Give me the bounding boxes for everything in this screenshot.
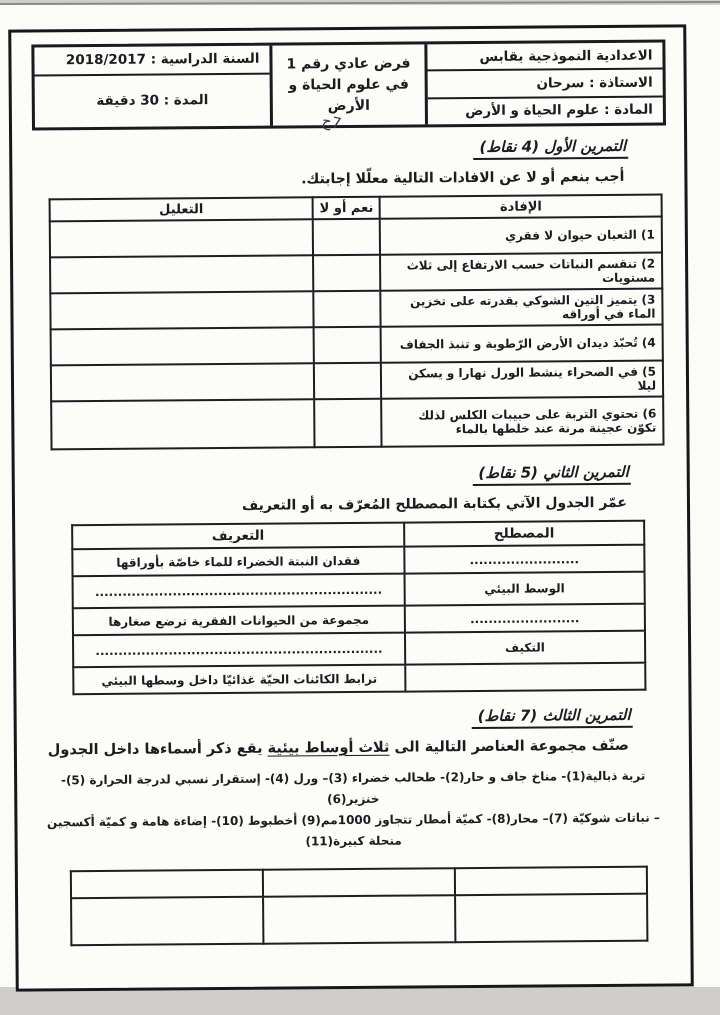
exercise1-instruction: أجب بنعم أو لا عن الافادات التالية معلّلا إجابتك. [301,168,625,188]
school-name: الاعدادية النموذجية بقابس [479,47,653,65]
table-row [51,397,663,450]
exercise3-title-wrap [31,705,633,733]
definition-cell: فقدان النبتة الخضراء للماء خاصّة بأوراقها [72,547,404,577]
definition-header: التعريف [72,523,404,550]
statement-cell: 3) يتميز التين الشوكي بقدرته على تخزين الماء في أوراقه [381,289,663,327]
statement-cell: 4) تُحبّذ ديدان الأرض الرّطوبة و تنبذ الجفاف [381,325,663,363]
environment-items-cell [455,894,647,943]
table-row [73,572,645,608]
yes-no-cell [314,399,382,448]
term-cell: التكيف [405,631,645,665]
page-border-frame [8,24,694,991]
definition-cell: ترابط الكائنات الحيّة غذائيّا داخل وسطها البيئي [73,665,405,695]
term-cell: ........................ [405,604,645,633]
justification-cell [51,327,314,365]
exam-header-table [31,40,666,131]
yes-no-cell [313,219,381,256]
header-year-column [34,46,273,128]
justification-cell [50,255,313,293]
exam-title-line2: في علوم الحياة و الأرض [288,76,409,114]
header-exam-title-cell [272,44,425,133]
environment-items-cell [71,897,263,946]
definition-cell: ............................................................... [73,633,405,668]
statement-cell: 5) في الصحراء ينشط الورل نهارا و يسكن ليلا [381,361,663,399]
yes-no-cell [313,291,381,328]
exercise3-instruction [41,738,629,759]
exercise2-instruction: عمّر الجدول الآتي بكتابة المصطلح المُعرّف به أو التعريف [241,494,628,514]
exam-title-line1: فرض عادي رقم 1 [286,55,411,72]
exercise2-title-wrap [29,462,631,490]
term-cell [405,663,645,692]
term-cell: الوسط البيئي [404,572,644,606]
classification-body-row [71,894,647,946]
items-line-1: تربة ذبالية(1)- مناخ جاف و حار(2)- طحالب خضراء (3)– ورل (4)- إستقرار نسبي لدرجة الحرارة (5)- خنزير(6) [60,768,646,807]
terms-table [71,520,646,696]
table-row [73,663,645,694]
yes-no-cell [314,327,382,364]
table-row [51,325,663,366]
table-row [50,253,662,294]
statement-header: الإفادة [380,195,662,219]
justification-cell [51,399,315,449]
term-cell: ........................ [404,545,644,574]
exam-duration: المدة : 30 دقيقة [96,92,209,110]
table-row [50,289,662,330]
exercise3-instruction-underlined: ثلاث أوساط بيئية [267,739,390,757]
definition-cell: ............................................................... [73,574,405,609]
yes-no-cell [314,363,382,400]
header-school-column [424,43,663,125]
teacher-name: الاستاذة : سرحان [428,68,663,97]
justification-cell [51,363,314,401]
yes-no-cell [313,255,381,292]
statement-cell: 6) تحتوي التربة على حبيبات الكلس لذلك تكوّن عجينة مرنة عند خلطها بالماء [382,397,664,447]
justification-cell [50,219,313,257]
exercise1-title: التمرين الأول (4 نقاط) [473,137,628,160]
statement-cell: 1) الثعبان حيوان لا فقري [380,217,662,255]
exercise1-title-wrap [26,136,628,164]
page-content [11,27,690,988]
environment-name-cell [71,870,263,899]
exercise3-title: التمرين الثالث (7 نقاط) [472,706,633,729]
handwritten-mark: 7ح [320,110,343,133]
items-list [37,766,670,855]
exercise3-instruction-part2: يقع ذكر أسماءها داخل الجدول [47,740,268,759]
items-line-3: منحلة كبيرة(11) [305,833,402,849]
table-row [51,361,663,402]
subject-name: المادة : علوم الحياة و الأرض [428,95,663,124]
school-year: السنة الدراسية : 2018/2017 [34,46,269,77]
paper-sheet [0,5,720,987]
table-row [73,631,645,667]
table-row [50,217,662,258]
environment-items-cell [263,895,455,944]
classification-table [70,866,649,947]
environment-name-cell [263,868,455,897]
items-line-2: – نباتات شوكيّة (7)– محار(8)- كميّة أمطار تتجاوز 1000مم(9) أخطبوط (10)- إضاءة هامة و كميّة أكسجين [46,810,660,830]
definition-cell: مجموعة من الحيوانات الفقرية ترضع صغارها [73,606,405,636]
yes-no-header: نعم أو لا [313,197,380,220]
statements-table [49,194,665,451]
statement-cell: 2) تنقسم النباتات حسب الارتفاع إلى ثلاث مستويات [380,253,662,291]
exercise3-instruction-part1: صنّف مجموعة العناصر التالية الى [389,737,629,756]
justification-cell [50,291,313,329]
term-header: المصطلح [404,521,644,547]
justification-header: التعليل [50,197,313,221]
environment-name-cell [455,867,647,896]
exercise2-title: التمرين الثاني (5 نقاط) [472,463,631,486]
